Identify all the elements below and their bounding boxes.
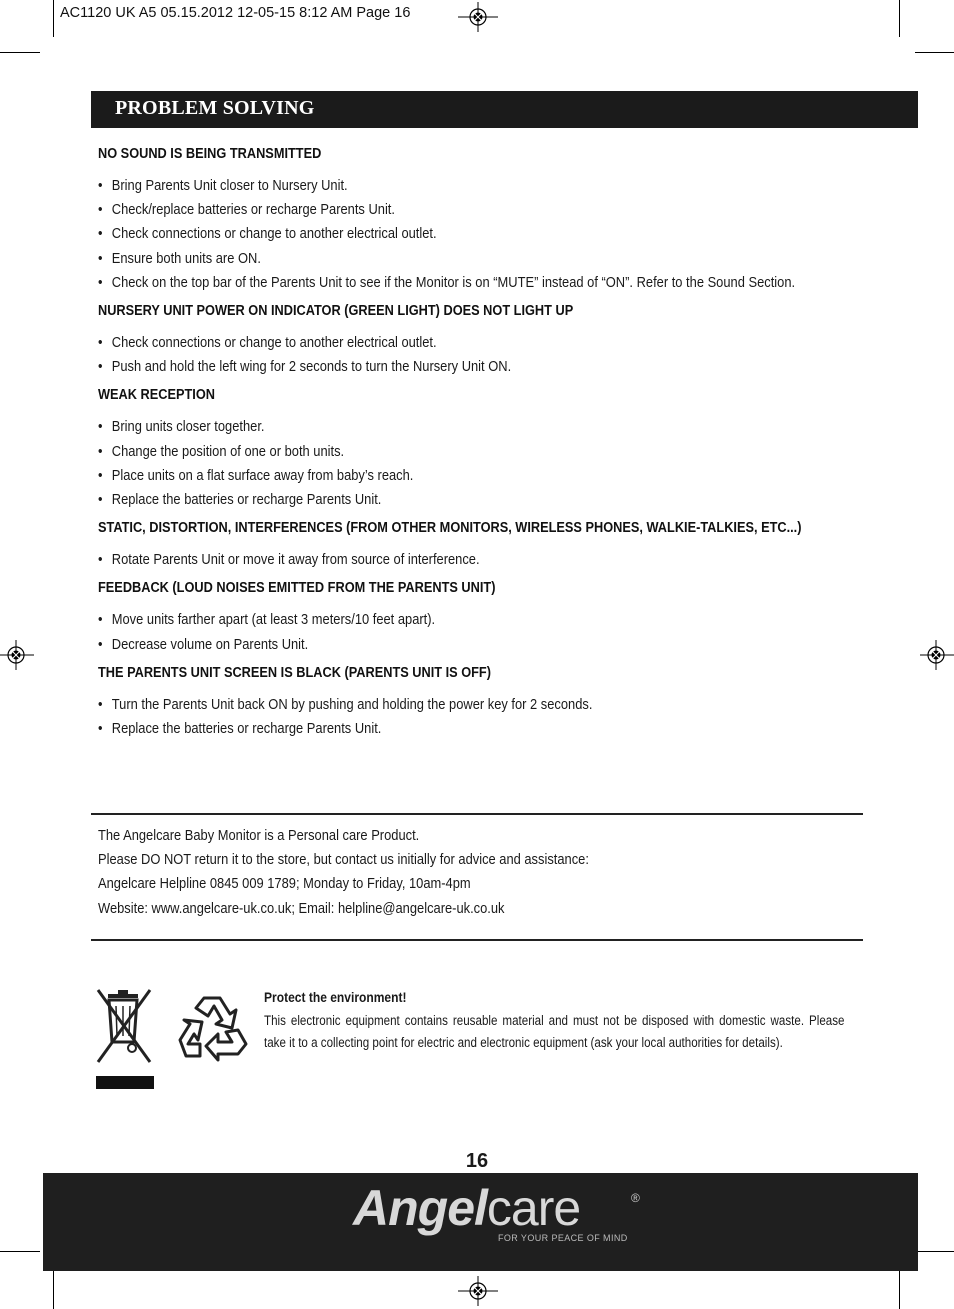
registered-mark: ® (631, 1191, 640, 1205)
section-title: FEEDBACK (LOUD NOISES EMITTED FROM THE PARENTS UNIT) (98, 580, 496, 597)
list-item: • Move units farther apart (at least 3 meters/10 feet apart). (98, 608, 786, 632)
section-header-bar (91, 91, 918, 128)
list-item: • Check/replace batteries or recharge Parents Unit. (98, 198, 786, 222)
list-item: • Place units on a flat surface away from baby’s reach. (98, 464, 786, 488)
environment-title: Protect the environment! (264, 989, 407, 1005)
list-item: • Replace the batteries or recharge Parents Unit. (98, 488, 786, 512)
section-title: NURSERY UNIT POWER ON INDICATOR (GREEN LIGHT) DOES NOT LIGHT UP (98, 303, 574, 320)
brand-tagline: FOR YOUR PEACE OF MIND (498, 1233, 628, 1243)
environment-text: This electronic equipment contains reusable material and must not be disposed with domestic waste. Please take it to a collecting point for electric and electronic equipment (ask your local authorities for details). (264, 1013, 845, 1050)
notice-line: Please DO NOT return it to the store, but contact us initially for advice and assistance: (98, 851, 589, 869)
divider (91, 939, 863, 941)
registration-target-icon (0, 640, 34, 670)
section-feedback (98, 580, 898, 656)
crossed-out-wheelie-bin-icon (94, 986, 156, 1092)
section-screen-black (98, 665, 898, 741)
section-no-sound (98, 146, 898, 295)
crop-mark (899, 1270, 900, 1309)
section-title: THE PARENTS UNIT SCREEN IS BLACK (PARENTS UNIT IS OFF) (98, 664, 491, 681)
section-static-distortion (98, 520, 898, 572)
print-slug: AC1120 UK A5 05.15.2012 12-05-15 8:12 AM Page 16 (60, 5, 411, 21)
helpline-notice (98, 824, 669, 921)
list-item: • Change the position of one or both units. (98, 440, 786, 464)
crop-mark (915, 52, 954, 53)
footer-band (43, 1173, 918, 1271)
section-weak-reception (98, 387, 898, 512)
section-title: STATIC, DISTORTION, INTERFERENCES (FROM OTHER MONITORS, WIRELESS PHONES, WALKIE-TALKIES, ETC...) (98, 520, 802, 537)
brand-wordmark (353, 1179, 580, 1237)
registration-target-icon (458, 2, 498, 32)
registration-target-icon (458, 1276, 498, 1306)
recycle-icon (174, 992, 252, 1062)
divider (91, 813, 863, 815)
notice-line: Website: www.angelcare-uk.co.uk; Email: helpline@angelcare-uk.co.uk (98, 899, 505, 917)
section-power-indicator (98, 303, 898, 379)
list-item: • Push and hold the left wing for 2 seconds to turn the Nursery Unit ON. (98, 355, 786, 379)
crop-mark (899, 0, 900, 37)
notice-line: The Angelcare Baby Monitor is a Personal care Product. (98, 827, 420, 844)
list-item: • Turn the Parents Unit back ON by pushing and holding the power key for 2 seconds. (98, 693, 786, 717)
brand-name-bold: Angel (353, 1180, 487, 1236)
list-item: • Check on the top bar of the Parents Unit to see if the Monitor is on “MUTE” instead of “ON”. Refer to the Sound Section. (98, 271, 786, 295)
brand-name-light: care (486, 1180, 581, 1236)
page-number: 16 (465, 1150, 489, 1172)
crop-mark (53, 0, 54, 37)
list-item: • Check connections or change to another electrical outlet. (98, 331, 786, 355)
page-title: PROBLEM SOLVING (115, 97, 315, 119)
list-item: • Bring units closer together. (98, 415, 786, 439)
troubleshooting-list (98, 146, 898, 749)
list-item: • Ensure both units are ON. (98, 247, 786, 271)
brand-logo (353, 1179, 643, 1249)
section-title: NO SOUND IS BEING TRANSMITTED (98, 146, 322, 162)
crop-mark (0, 52, 40, 53)
list-item: • Replace the batteries or recharge Parents Unit. (98, 717, 786, 741)
notice-line: Angelcare Helpline 0845 009 1789; Monday to Friday, 10am-4pm (98, 875, 471, 893)
crop-mark (53, 1270, 54, 1309)
list-item: • Decrease volume on Parents Unit. (98, 633, 786, 657)
list-item: • Bring Parents Unit closer to Nursery Unit. (98, 174, 786, 198)
list-item: • Rotate Parents Unit or move it away from source of interference. (98, 548, 786, 572)
section-title: WEAK RECEPTION (98, 387, 215, 404)
crop-mark (915, 1251, 954, 1252)
crop-mark (0, 1251, 40, 1252)
registration-target-icon (920, 640, 954, 670)
list-item: • Check connections or change to another electrical outlet. (98, 222, 786, 246)
